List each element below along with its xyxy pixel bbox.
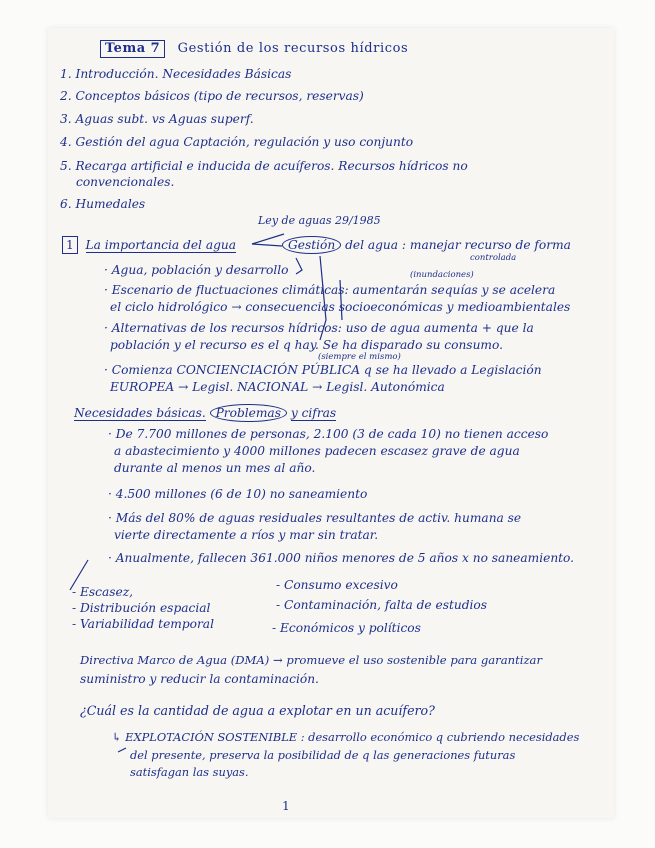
answer-1: ↳ EXPLOTACIÓN SOSTENIBLE : desarrollo económico q cubriendo necesidades — [112, 730, 580, 744]
cause-right-2: - Contaminación, falta de estudios — [276, 598, 488, 612]
title-text: Gestión de los recursos hídricos — [177, 41, 409, 56]
cause-left-3: - Variabilidad temporal — [72, 617, 214, 631]
answer-2: del presente, preserva la posibilidad de q las generaciones futuras — [130, 748, 516, 762]
stat-1-cont2: durante al menos un mes al año. — [114, 461, 316, 475]
stat-2: · 4.500 millones (6 de 10) no saneamiento — [108, 487, 368, 501]
note-siempre: (siempre el mismo) — [318, 352, 401, 362]
stat-4: · Anualmente, fallecen 361.000 niños menores de 5 años x no saneamiento. — [108, 551, 575, 565]
gestion-circled: Gestión — [282, 236, 341, 254]
arrow-to-causes — [70, 560, 88, 590]
index-item-5-cont: convencionales. — [76, 175, 175, 189]
arrow-to-law — [252, 234, 284, 244]
tema-label: Tema 7 — [100, 40, 165, 58]
question: ¿Cuál es la cantidad de agua a explotar en un acuífero? — [80, 703, 435, 718]
index-item-1: 1. Introducción. Necesidades Básicas — [60, 67, 292, 81]
cause-right-3: - Económicos y políticos — [272, 621, 421, 635]
bullet-4: · Comienza CONCIENCIACIÓN PÚBLICA q se ha llevado a Legislación — [104, 363, 542, 377]
stat-1: · De 7.700 millones de personas, 2.100 (3 de cada 10) no tienen acceso — [108, 427, 549, 441]
bullet-1: · Agua, población y desarrollo — [104, 263, 289, 277]
note-inundaciones: (inundaciones) — [410, 270, 474, 280]
cifras-label: y cifras — [290, 406, 337, 420]
gestion-text-cont: controlada — [470, 253, 517, 263]
index-item-4: 4. Gestión del agua Captación, regulación y uso conjunto — [60, 135, 414, 149]
problemas-circled: Problemas — [210, 404, 287, 422]
bullet-2-cont: el ciclo hidrológico → consecuencias socioeconómicas y medioambientales — [110, 300, 571, 314]
bullet-3: · Alternativas de los recursos hídricos: uso de agua aumenta + que la — [104, 321, 534, 335]
law-note: Ley de aguas 29/1985 — [258, 214, 381, 227]
index-item-2: 2. Conceptos básicos (tipo de recursos, reservas) — [60, 89, 364, 103]
cause-right-1: - Consumo excesivo — [276, 578, 398, 592]
directiva-line1: Directiva Marco de Agua (DMA) → promueve el uso sostenible para garantizar — [80, 653, 543, 667]
arrow-to-gestion — [252, 244, 282, 246]
gestion-text: del agua : manejar recurso de forma — [345, 238, 571, 252]
section1-title: La importancia del agua — [85, 238, 237, 252]
bullet-4-cont: EUROPEA → Legisl. NACIONAL → Legisl. Autonómica — [110, 380, 445, 394]
page-number: 1 — [282, 799, 290, 813]
stat-3-cont: vierte directamente a ríos y mar sin tratar. — [114, 528, 379, 542]
answer-3: satisfagan las suyas. — [130, 765, 249, 779]
directiva-line2: suministro y reducir la contaminación. — [80, 672, 319, 686]
index-item-5: 5. Recarga artificial e inducida de acuíferos. Recursos hídricos no — [60, 159, 468, 173]
index-item-3: 3. Aguas subt. vs Aguas superf. — [60, 112, 254, 126]
index-item-6: 6. Humedales — [60, 197, 146, 211]
stat-1-cont: a abastecimiento y 4000 millones padecen escasez grave de agua — [114, 444, 520, 458]
cause-left-2: - Distribución espacial — [72, 601, 211, 615]
brace-right-1 — [296, 258, 302, 274]
stat-3: · Más del 80% de aguas residuales resultantes de activ. humana se — [108, 511, 522, 525]
bullet-2: · Escenario de fluctuaciones climáticas: aumentarán sequías y se acelera — [104, 283, 556, 297]
cause-left-1: - Escasez, — [72, 585, 133, 599]
bullet-3-cont: población y el recurso es el q hay. Se ha disparado su consumo. — [110, 338, 503, 352]
section-number: 1 — [62, 236, 78, 254]
brace-right-2 — [320, 256, 326, 340]
necesidades-title: Necesidades básicas. — [74, 406, 206, 420]
